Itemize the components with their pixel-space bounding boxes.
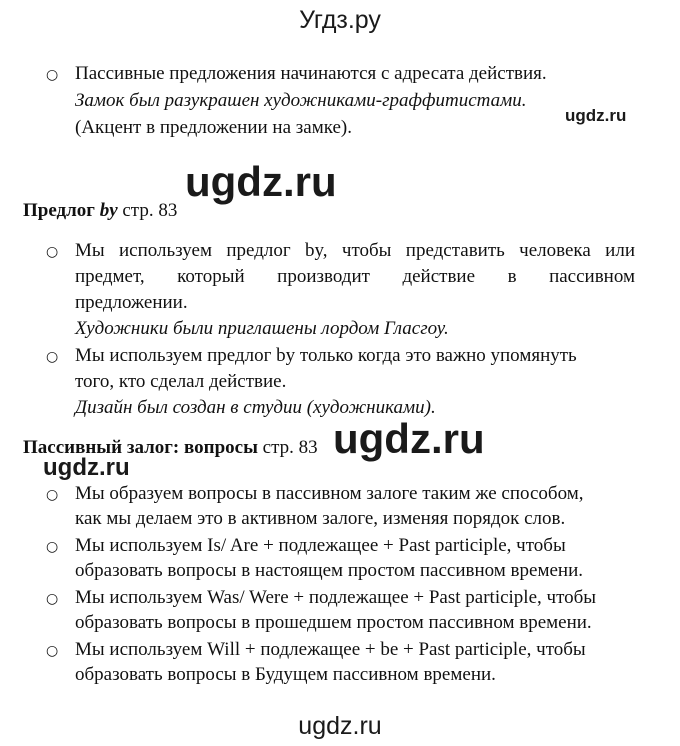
list-item-line: Мы используем предлог by, чтобы представить человека или (75, 240, 635, 261)
bullet-icon: ○ (46, 591, 59, 607)
section-heading-questions (23, 436, 318, 460)
bullet-icon: ○ (46, 643, 59, 659)
watermark-large: ugdz.ru (333, 415, 485, 462)
watermark-small: ugdz.ru (43, 454, 130, 481)
watermark-large: ugdz.ru (185, 158, 337, 205)
list-item-line: Мы используем Will + подлежащее + be + Past participle, чтобы (75, 639, 586, 660)
list-item-line: того, кто сделал действие. (75, 371, 287, 392)
list-item-line: образовать вопросы в настоящем простом пассивном времени. (75, 560, 583, 581)
list-item-line: Мы используем предлог by только когда это важно упомянуть (75, 345, 577, 366)
example-sentence: Дизайн был создан в студии (художниками). (75, 397, 436, 418)
list-item-line: предложении. (75, 292, 188, 313)
watermark-top: Угдз.ру (299, 6, 381, 34)
list-item-line: предмет, который производит действие в пассивном (75, 266, 635, 287)
note: (Акцент в предложении на замке). (75, 117, 352, 138)
list-item-line: Мы образуем вопросы в пассивном залоге таким же способом, (75, 483, 584, 504)
example-sentence: Художники были приглашены лордом Гласгоу. (75, 318, 449, 339)
bullet-icon: ○ (46, 67, 59, 83)
heading-label: Пассивный залог: вопросы (23, 437, 258, 458)
bullet-icon: ○ (46, 244, 59, 260)
list-item-line: Мы используем Is/ Are + подлежащее + Past participle, чтобы (75, 535, 566, 556)
heading-page-ref: стр. 83 (262, 437, 318, 458)
heading-keyword: by (99, 200, 118, 221)
example-sentence: Замок был разукрашен художниками-граффитистами. (75, 90, 527, 111)
bullet-icon: ○ (46, 487, 59, 503)
list-item: Пассивные предложения начинаются с адресата действия. (75, 63, 547, 84)
list-item-line: как мы делаем это в активном залоге, изменяя порядок слов. (75, 508, 566, 529)
bullet-icon: ○ (46, 539, 59, 555)
list-item-line: образовать вопросы в Будущем пассивном времени. (75, 664, 496, 685)
section-heading-by (23, 199, 177, 223)
watermark-bottom: ugdz.ru (298, 712, 382, 740)
heading-page-ref: стр. 83 (122, 200, 178, 221)
watermark-inline: ugdz.ru (565, 106, 627, 125)
list-item-line: Мы используем Was/ Were + подлежащее + Past participle, чтобы (75, 587, 597, 608)
list-item-line: образовать вопросы в прошедшем простом пассивном времени. (75, 612, 592, 633)
heading-label: Предлог (23, 200, 95, 221)
bullet-icon: ○ (46, 349, 59, 365)
